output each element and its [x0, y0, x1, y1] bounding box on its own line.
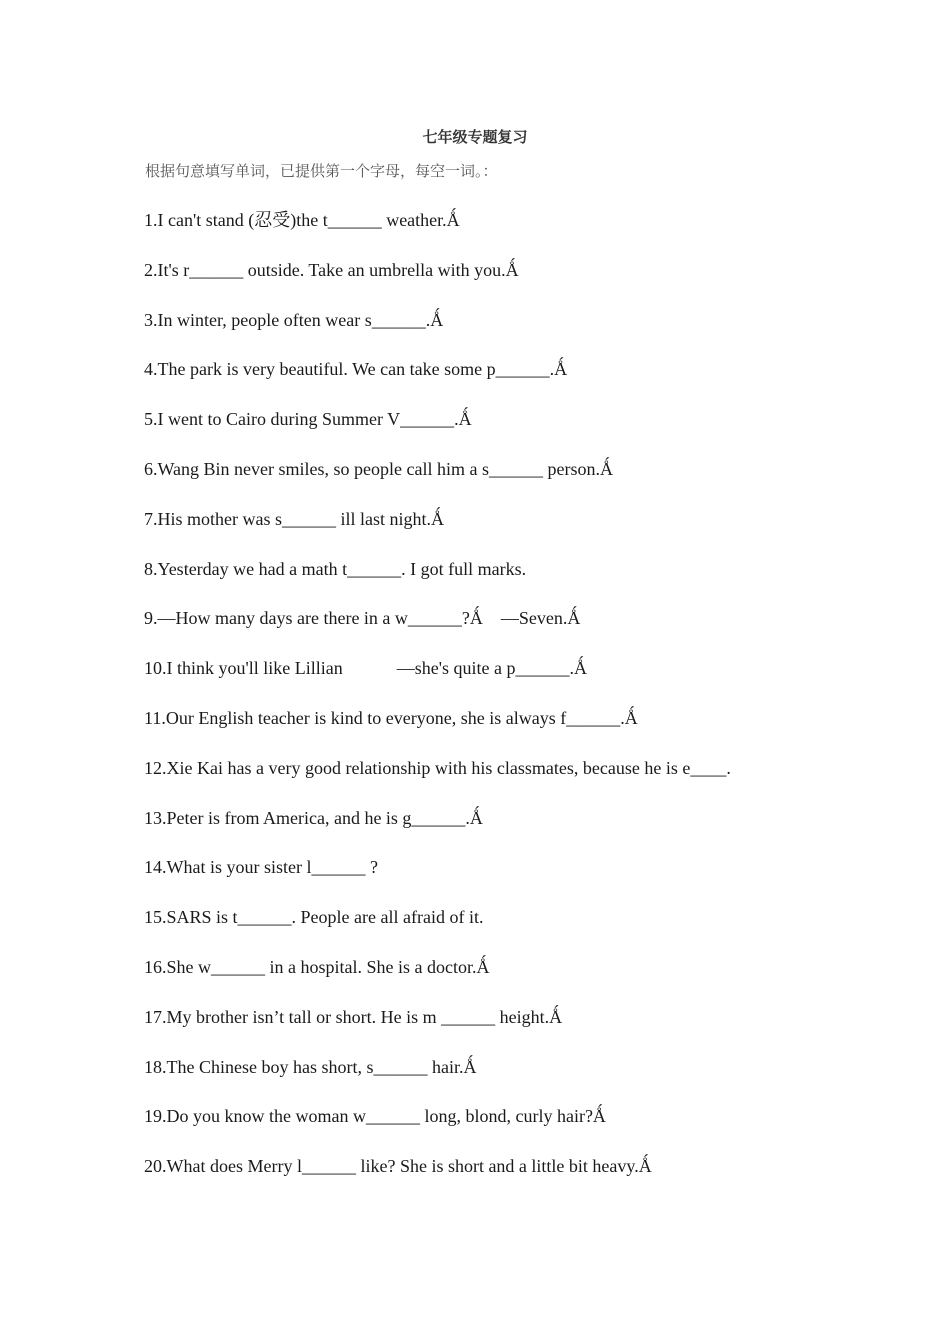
question-item: 18.The Chinese boy has short, s______ hair.Ǻ: [144, 1056, 477, 1077]
question-item: 8.Yesterday we had a math t______. I got full marks.: [144, 558, 527, 579]
question-list: [144, 208, 844, 1204]
question-item: 13.Peter is from America, and he is g______.Ǻ: [144, 807, 483, 828]
question-item: 1.I can't stand (忍受)the t______ weather.Ǻ: [144, 210, 460, 230]
question-item: 3.In winter, people often wear s______.Ǻ: [144, 309, 444, 330]
question-item: 19.Do you know the woman w______ long, blond, curly hair?Ǻ: [144, 1106, 606, 1127]
question-item: 15.SARS is t______. People are all afraid of it.: [144, 907, 484, 928]
question-item: 9.—How many days are there in a w______?Ǻ —Seven.Ǻ: [144, 608, 581, 629]
question-item: 12.Xie Kai has a very good relationship with his classmates, because he is e____.: [144, 757, 731, 778]
question-item: 11.Our English teacher is kind to everyone, she is always f______.Ǻ: [144, 707, 638, 728]
question-item: 4.The park is very beautiful. We can take some p______.Ǻ: [144, 359, 568, 380]
question-item: 14.What is your sister l______ ?: [144, 857, 378, 878]
question-item: 5.I went to Cairo during Summer V______.Ǻ: [144, 409, 472, 430]
question-item: 7.His mother was s______ ill last night.Ǻ: [144, 508, 444, 529]
question-item: 20.What does Merry l______ like? She is short and a little bit heavy.Ǻ: [144, 1156, 652, 1177]
instruction-text: 根据句意填写单词，已提供第一个字母，每空一词。：: [145, 162, 498, 180]
question-item: 6.Wang Bin never smiles, so people call him a s______ person.Ǻ: [144, 458, 613, 479]
question-item: 16.She w______ in a hospital. She is a doctor.Ǻ: [144, 956, 490, 977]
page-title: 七年级专题复习: [422, 128, 528, 146]
question-item: 2.It's r______ outside. Take an umbrella with you.Ǻ: [144, 259, 519, 280]
question-item: 10.I think you'll like Lillian —she's quite a p______.Ǻ: [144, 658, 587, 679]
question-item: 17.My brother isn’t tall or short. He is m ______ height.Ǻ: [144, 1006, 563, 1027]
